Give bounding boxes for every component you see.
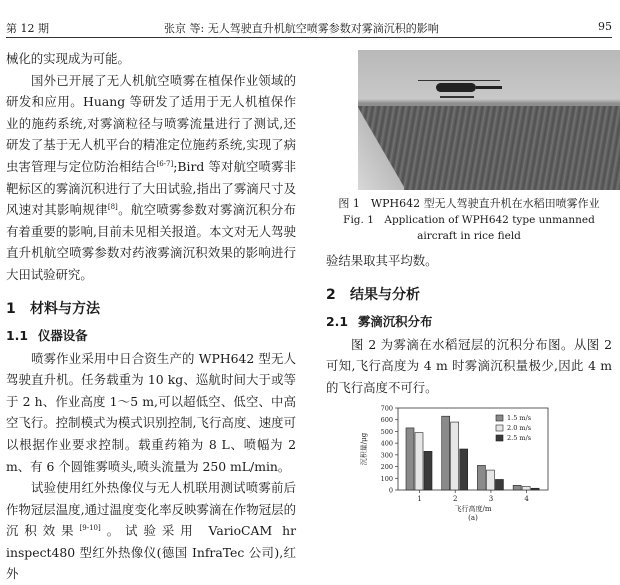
right-column <box>326 48 612 529</box>
x-tick-label: 2 <box>452 495 458 504</box>
figure1-photo <box>358 50 620 190</box>
bar <box>495 480 503 491</box>
bar <box>406 428 414 490</box>
y-tick-label: 400 <box>380 440 393 449</box>
figure1-caption-en-line1: Fig. 1 Application of WPH642 type unmanned <box>343 214 595 226</box>
section-heading-results <box>326 286 612 304</box>
legend-swatch <box>496 415 503 421</box>
y-tick-label: 300 <box>380 451 393 460</box>
paragraph-infrared <box>6 477 296 585</box>
bar <box>486 470 494 490</box>
subsection-heading-equipment <box>6 326 296 346</box>
helicopter-body <box>436 83 476 92</box>
page-number: 95 <box>598 20 612 33</box>
citation-9-10: [9-10] <box>79 524 101 533</box>
bar <box>460 449 468 490</box>
legend-label: 2.0 m/s <box>507 424 532 433</box>
y-tick-label: 0 <box>388 486 393 495</box>
section-number: 2 <box>326 286 336 303</box>
field-road <box>358 106 404 190</box>
y-tick-label: 700 <box>380 404 393 413</box>
helicopter-skid <box>440 96 474 98</box>
x-tick-label: 4 <box>524 495 529 504</box>
paragraph-continuation: 械化的实现成为可能。 <box>6 51 130 66</box>
bar <box>522 487 530 491</box>
section-title: 材料与方法 <box>30 300 100 317</box>
bar <box>531 489 539 491</box>
legend-label: 2.5 m/s <box>507 434 532 443</box>
bar <box>451 422 459 490</box>
bar <box>415 433 423 490</box>
paragraph-average: 验结果取其平均数。 <box>326 253 438 268</box>
helicopter-rotor <box>418 80 500 81</box>
intro-text-a: 国外已开展了无人机航空喷雾在植保作业领域的研发和应用。Huang 等研发了适用于无人机植保作业的施药系统,对雾滴粒径与喷雾流量进行了测试,还研发了基于无人机平台的精准定位施药系统,实现了病虫害管理与定位防治相结合 <box>6 72 296 174</box>
section-heading-methods <box>6 300 296 318</box>
figure1-caption-en-line2: aircraft in rice field <box>417 230 521 242</box>
section-number: 1 <box>6 300 16 317</box>
legend-label: 1.5 m/s <box>507 414 532 423</box>
figure1-caption-cn: 图 1 WPH642 型无人驾驶直升机在水稻田喷雾作业 <box>338 197 600 210</box>
running-title: 张京 等: 无人驾驶直升机航空喷雾参数对雾滴沉积的影响 <box>164 22 439 35</box>
subsection-title: 雾滴沉积分布 <box>358 313 433 329</box>
legend-swatch <box>496 425 503 431</box>
subsection-heading-deposition <box>326 312 612 332</box>
y-tick-label: 100 <box>380 475 393 484</box>
infrared-text-b: 。试验采用 VarioCAM hr inspect480 型红外热像仪(德国 InfraTec 公司),红外 <box>6 523 296 582</box>
y-tick-label: 500 <box>380 428 393 437</box>
y-tick-label: 200 <box>380 463 393 472</box>
subsection-number: 1.1 <box>6 327 28 343</box>
x-axis-label: 飞行高度/m <box>454 505 492 514</box>
bar <box>424 452 432 491</box>
paragraph-equipment: 喷雾作业采用中日合资生产的 WPH642 型无人驾驶直升机。任务载重为 10 kg、巡航时间大于或等于 2 h、作业高度 1～5 m,可以超低空、低空、中高空飞行。控制模式为模式识别控制,飞行高度、速度可以根据作业要求控制。载重药箱为 8 L、喷幅为 2 m、有 6 个圆锥雾喷头,喷头流量为 250 mL/min。 <box>6 350 296 474</box>
y-axis-label: 沉积量/μg <box>360 433 368 466</box>
bar <box>477 466 485 491</box>
subsection-number: 2.1 <box>326 313 348 329</box>
paragraph-intro <box>6 70 296 286</box>
section-title: 结果与分析 <box>350 286 420 303</box>
bar <box>442 417 450 491</box>
helicopter-tail <box>476 86 502 89</box>
running-header <box>6 18 612 38</box>
intro-text-b: ;Bird 等对航空喷雾非靶标区的雾滴沉积进行了大田试验,指出了雾滴尺寸及风速对其影响规律 <box>6 158 297 218</box>
x-tick-label: 1 <box>417 495 422 504</box>
paragraph-deposition: 图 2 为雾滴在水稻冠层的沉积分布图。从图 2 可知,飞行高度为 4 m 时雾滴沉积量极少,因此 4 m 的飞行高度不可行。 <box>326 336 612 395</box>
issue-number: 第 12 期 <box>6 22 49 35</box>
citation-8: [8] <box>107 203 118 212</box>
citation-6-7: [6-7] <box>156 159 174 168</box>
x-tick-label: 3 <box>488 495 494 504</box>
deposition-bar-chart <box>356 404 582 522</box>
left-column <box>6 48 296 585</box>
y-tick-label: 600 <box>380 416 393 425</box>
legend-swatch <box>496 435 503 441</box>
subsection-title: 仪器设备 <box>38 327 88 343</box>
panel-label: (a) <box>468 514 478 523</box>
intro-text-c: 。航空喷雾参数对雾滴沉积分布有着重要的影响,目前未见相关报道。本文对无人驾驶直升机航空喷雾参数对药液雾滴沉积效果的影响进行大田试验研究。 <box>6 202 297 282</box>
infrared-text-a: 试验使用红外热像仪与无人机联用测试喷雾前后作物冠层温度,通过温度变化率反映雾滴在作物冠层的沉积效果 <box>6 480 296 539</box>
bar <box>513 486 521 491</box>
